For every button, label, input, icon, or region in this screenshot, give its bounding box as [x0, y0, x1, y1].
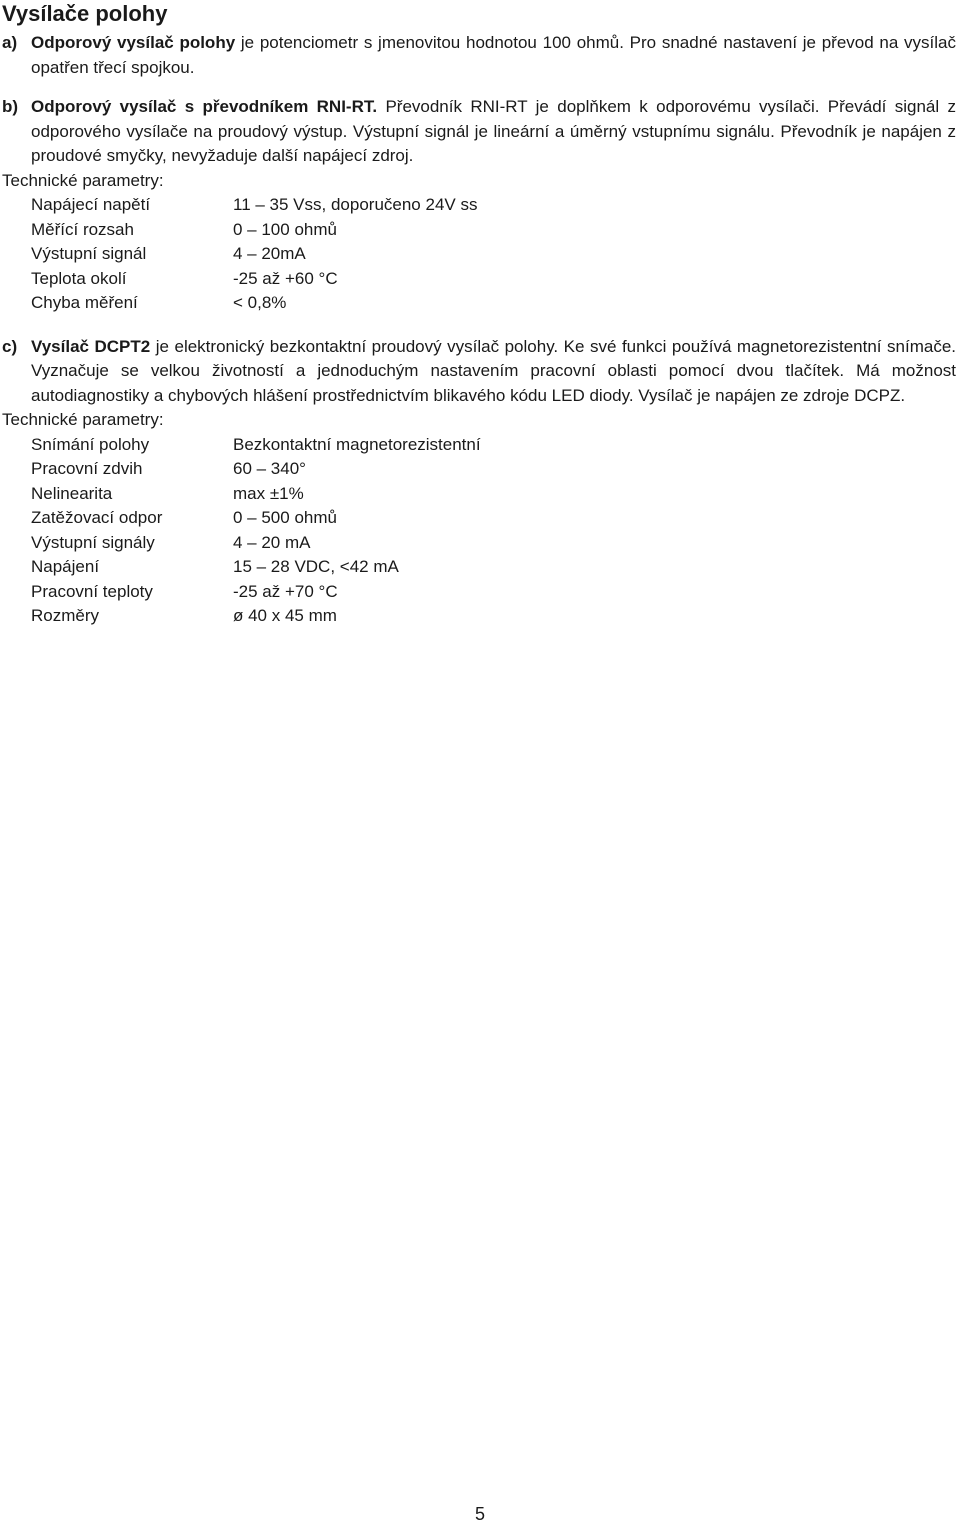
item-a-text: je potenciometr s jmenovitou hodnotou 100 ohmů. Pro snadné nastavení je převod na vysílač opatřen třecí spojkou.	[31, 33, 956, 77]
param-row	[2, 555, 956, 580]
param-row	[2, 291, 956, 316]
param-label: Napájení	[31, 557, 100, 576]
param-row	[2, 580, 956, 605]
item-c-marker: c)	[2, 336, 18, 356]
param-value: 0 – 500 ohmů	[233, 508, 337, 527]
params-c-list	[2, 433, 956, 629]
document-page	[2, 0, 956, 629]
param-value: 60 – 340°	[233, 459, 306, 478]
param-row	[2, 242, 956, 267]
param-value: Bezkontaktní magnetorezistentní	[233, 434, 481, 454]
params-b-list	[2, 193, 956, 316]
page-number: 5	[474, 1504, 485, 1524]
item-b-text: Převodník RNI-RT je doplňkem k odporovému vysílači. Převádí signál z odporového vysílače na proudový výstup. Výstupní signál je lineární a úměrný vstupnímu signálu. Převodník je napájen z proudové smyčky, nevyžaduje další napájecí zdroj.	[31, 97, 956, 165]
item-c	[2, 335, 956, 409]
page-title: Vysílače polohy	[2, 1, 168, 26]
item-a	[2, 31, 956, 80]
param-label: Zatěžovací odpor	[31, 508, 163, 527]
param-label: Pracovní teploty	[31, 581, 153, 601]
param-label: Měřící rozsah	[31, 219, 134, 239]
param-value: 4 – 20mA	[233, 244, 306, 263]
param-value: 11 – 35 Vss, doporučeno 24V ss	[233, 195, 478, 214]
item-a-marker: a)	[2, 33, 18, 52]
item-c-text: je elektronický bezkontaktní proudový vysílač polohy. Ke své funkci používá magnetorezistentní snímače. Vyznačuje se velkou životností a jednoduchým nastavením pracovní oblasti pomocí dvou tlačítek. Má možnost autodiagnostiky a chybových hlášení prostřednictvím blikavého kódu LED diody. Vysílač je napájen ze zdroje DCPZ.	[31, 336, 956, 405]
param-value: -25 až +70 °C	[233, 581, 338, 601]
param-value: -25 až +60 °C	[233, 268, 338, 288]
param-label: Pracovní zdvih	[31, 459, 143, 478]
param-label: Teplota okolí	[31, 268, 127, 288]
param-row	[2, 506, 956, 531]
param-label: Chyba měření	[31, 293, 138, 312]
param-value: 0 – 100 ohmů	[233, 219, 337, 239]
param-value: 4 – 20 mA	[233, 532, 311, 552]
item-a-term: Odporový vysílač polohy	[31, 33, 236, 52]
item-b-marker: b)	[2, 97, 19, 116]
param-row	[2, 218, 956, 243]
item-b	[2, 95, 956, 169]
param-row	[2, 433, 956, 458]
param-row	[2, 193, 956, 218]
param-label: Napájecí napětí	[31, 195, 151, 214]
param-row	[2, 604, 956, 629]
param-value: < 0,8%	[233, 293, 287, 312]
param-label: Nelinearita	[31, 483, 113, 503]
param-value: 15 – 28 VDC, <42 mA	[233, 557, 399, 576]
params-c-heading: Technické parametry:	[2, 410, 164, 429]
param-value: max ±1%	[233, 483, 304, 503]
param-row	[2, 482, 956, 507]
param-row	[2, 531, 956, 556]
param-value: ø 40 x 45 mm	[233, 606, 337, 625]
param-label: Výstupní signál	[31, 244, 147, 263]
param-label: Snímání polohy	[31, 434, 150, 454]
params-b-heading: Technické parametry:	[2, 170, 164, 190]
item-b-term: Odporový vysílač s převodníkem RNI-RT.	[31, 97, 378, 116]
param-row	[2, 267, 956, 292]
item-c-term: Vysílač DCPT2	[31, 336, 151, 356]
param-label: Výstupní signály	[31, 532, 155, 552]
param-row	[2, 457, 956, 482]
param-label: Rozměry	[31, 606, 100, 625]
